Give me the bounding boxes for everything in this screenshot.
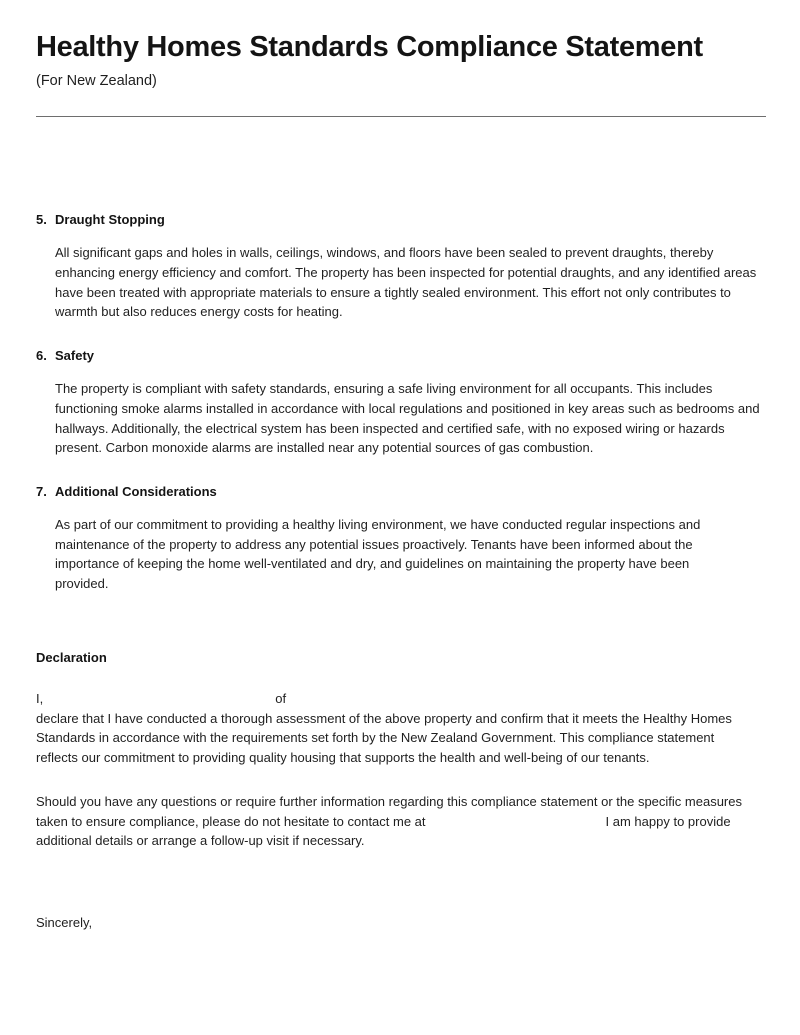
section-title: Draught Stopping bbox=[55, 212, 165, 228]
section-body: All significant gaps and holes in walls, ceilings, windows, and floors have been sealed to prevent draughts, thereby enhancing energy efficiency and comfort. The property has been inspected for potential draughts, and any identified areas have been treated with appropriate materials to ensure a tightly sealed environment. This effort not only contributes to warmth but also reduces energy costs for heating. bbox=[55, 245, 757, 320]
closing-salutation: Sincerely, bbox=[36, 915, 93, 931]
declaration-heading: Declaration bbox=[36, 649, 107, 665]
section-number: 5. bbox=[36, 212, 47, 228]
page-subtitle: (For New Zealand) bbox=[36, 72, 157, 89]
section-safety bbox=[36, 348, 764, 458]
header-divider bbox=[36, 116, 766, 117]
section-draught-stopping bbox=[36, 212, 764, 322]
section-additional-considerations bbox=[36, 484, 764, 594]
section-title: Safety bbox=[55, 348, 95, 364]
contact-paragraph bbox=[36, 768, 752, 851]
sections-container bbox=[36, 90, 764, 594]
section-number: 6. bbox=[36, 348, 47, 364]
section-title: Additional Considerations bbox=[55, 484, 217, 500]
contact-paragraph-text-1: Should you have any questions or require further information regarding this compliance statement or the specific measures taken to ensure compliance, please do not hesitate to contact me at bbox=[36, 793, 742, 829]
document-content bbox=[36, 0, 764, 933]
of-label: of bbox=[275, 690, 287, 706]
declaration-section bbox=[36, 620, 764, 933]
contact-paragraph-text-2: I am happy to provide additional details or arrange a follow-up visit if necessary. bbox=[36, 813, 731, 849]
section-heading bbox=[36, 348, 764, 379]
section-heading bbox=[36, 484, 764, 515]
declarant-line bbox=[36, 689, 764, 709]
section-heading bbox=[36, 212, 764, 243]
section-body: As part of our commitment to providing a healthy living environment, we have conducted regular inspections and maintenance of the property to address any potential issues proactively. Tenants have been informed about the importance of keeping the home well-ventilated and dry, and guidelines on maintaining the property have been provided. bbox=[55, 516, 701, 592]
section-body: The property is compliant with safety standards, ensuring a safe living environment for all occupants. This includes functioning smoke alarms installed in accordance with local regulations and positioned in key areas such as bedrooms and hallways. Additionally, the electrical system has been inspected and certified safe, with no exposed wiring or hazards present. Carbon monoxide alarms are installed near any potential sources of gas combustion. bbox=[55, 381, 760, 456]
section-number: 7. bbox=[36, 484, 47, 500]
declaration-body-paragraph: declare that I have conducted a thorough assessment of the above property and confirm that it meets the Healthy Homes Standards in accordance with the requirements set forth by the New Zealand Government. This compliance statement reflects our commitment to providing quality housing that supports the health and well-being of our tenants. bbox=[36, 710, 732, 766]
i-label: I, bbox=[36, 690, 44, 706]
page-title: Healthy Homes Standards Compliance Statement bbox=[36, 31, 703, 63]
